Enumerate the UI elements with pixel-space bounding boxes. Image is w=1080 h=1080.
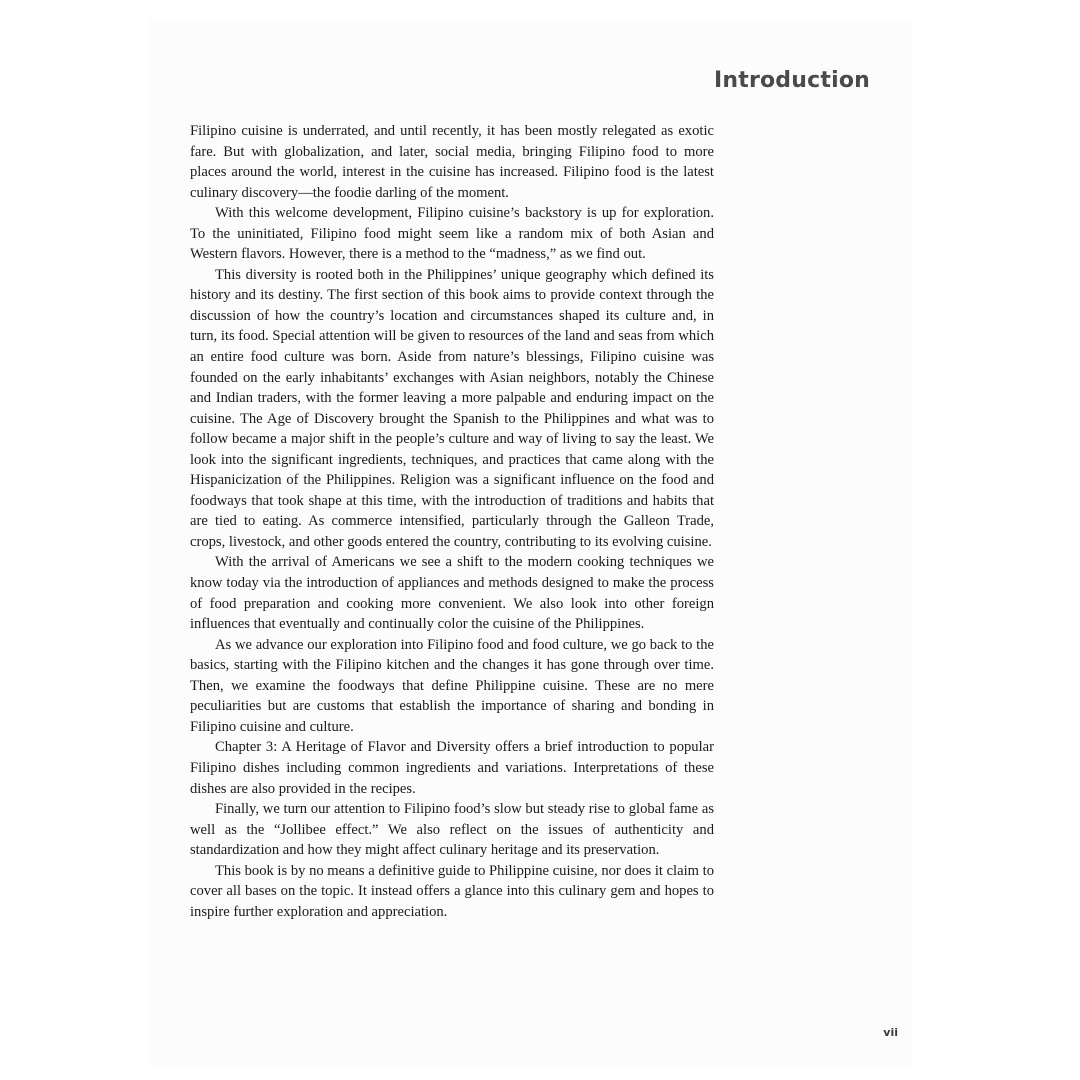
paragraph-6: Chapter 3: A Heritage of Flavor and Diversity offers a brief introduction to popular Filipino dishes including common ingredients and variations. Interpretations of these dishes are also provided in the recipes. (190, 739, 714, 797)
paragraph-5: As we advance our exploration into Filipino food and food culture, we go back to the basics, starting with the Filipino kitchen and the changes it has gone through over time. Then, we examine the foodways that define Philippine cuisine. These are no mere peculiarities but are customs that establish the importance of sharing and bonding in Filipino cuisine and culture. (190, 636, 714, 735)
body-text (190, 121, 714, 922)
paragraph-3: This diversity is rooted both in the Philippines’ unique geography which defined its history and its destiny. The first section of this book aims to provide context through the discussion of how the country’s location and circumstances shaped its culture and, in turn, its food. Special attention will be given to resources of the land and seas from which an entire food culture was born. Aside from nature’s blessings, Filipino cuisine was founded on the early inhabitants’ exchanges with Asian neighbors, notably the Chinese and Indian traders, with the former leaving a more palpable and enduring impact on the cuisine. The Age of Discovery brought the Spanish to the Philippines and what was to follow became a major shift in the people’s culture and way of living to say the least. We look into the significant ingredients, techniques, and practices that came along with the Hispanicization of the Philippines. Religion was a significant influence on the food and foodways that took shape at this time, with the introduction of traditions and habits that are tied to eating. As commerce intensified, particularly through the Galleon Trade, crops, livestock, and other goods entered the country, contributing to its evolving cuisine. (190, 266, 714, 550)
paragraph-4: With the arrival of Americans we see a shift to the modern cooking techniques we know today via the introduction of appliances and methods designed to make the process of food preparation and cooking more convenient. We also look into other foreign influences that eventually and continually color the cuisine of the Philippines. (190, 554, 714, 633)
paragraph-2: With this welcome development, Filipino cuisine’s backstory is up for exploration. To the uninitiated, Filipino food might seem like a random mix of both Asian and Western flavors. However, there is a method to the “madness,” as we find out. (190, 205, 714, 263)
paragraph-1: Filipino cuisine is underrated, and until recently, it has been mostly relegated as exotic fare. But with globalization, and later, social media, bringing Filipino food to more places around the world, interest in the cuisine has increased. Filipino food is the latest culinary discovery—the foodie darling of the moment. (190, 123, 714, 201)
chapter-heading: Introduction (713, 68, 870, 93)
page-number: vii (883, 1026, 898, 1039)
paragraph-7: Finally, we turn our attention to Filipino food’s slow but steady rise to global fame as well as the “Jollibee effect.” We also reflect on the issues of authenticity and standardization and how they might affect culinary heritage and its preservation. (190, 801, 714, 859)
paragraph-8: This book is by no means a definitive guide to Philippine cuisine, nor does it claim to cover all bases on the topic. It instead offers a glance into this culinary gem and hopes to inspire further exploration and appreciation. (190, 862, 714, 920)
